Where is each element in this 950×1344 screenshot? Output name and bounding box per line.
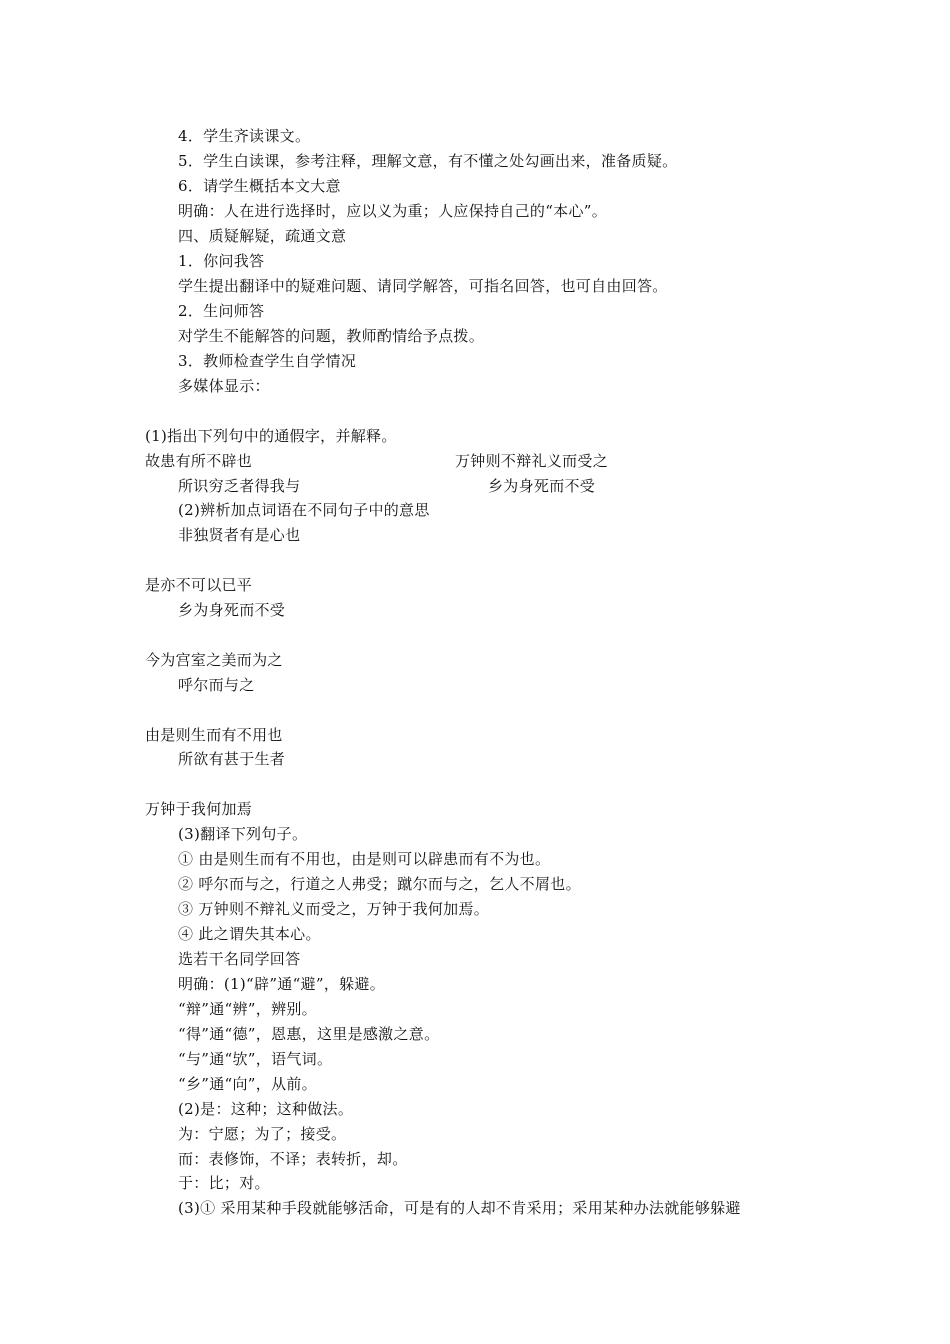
- text-line: 2．生问师答: [178, 302, 265, 320]
- text-line: 选若干名同学回答: [178, 950, 301, 968]
- text-line: 乡为身死而不受: [488, 477, 596, 495]
- text-line: 非独贤者有是心也: [178, 526, 301, 544]
- text-line: ② 呼尔而与之，行道之人弗受；蹴尔而与之，乞人不屑也。: [178, 875, 581, 893]
- text-line: (1)指出下列句中的通假字，并解释。: [145, 427, 397, 445]
- text-line: 万钟于我何加焉: [145, 800, 253, 818]
- text-line: 四、质疑解疑，疏通文意: [178, 227, 347, 245]
- text-line: 乡为身死而不受: [178, 601, 286, 619]
- text-line: (2)辨析加点词语在不同句子中的意思: [178, 501, 430, 519]
- text-line: 于：比；对。: [178, 1174, 270, 1192]
- text-line: “与”通“欤”，语气词。: [178, 1050, 333, 1068]
- text-line: (2)是：这种；这种做法。: [178, 1100, 354, 1118]
- text-line: 3．教师检查学生自学情况: [178, 352, 357, 370]
- text-line: 4．学生齐读课文。: [178, 127, 311, 145]
- text-line: 为：宁愿；为了；接受。: [178, 1125, 347, 1143]
- text-line: 6．请学生概括本文大意: [178, 177, 341, 195]
- text-line: “乡”通“向”，从前。: [178, 1075, 317, 1093]
- text-line: 1．你问我答: [178, 252, 265, 270]
- text-line: 5．学生白读课，参考注释，理解文意，有不懂之处勾画出来，准备质疑。: [178, 152, 678, 170]
- text-line: “辩”通“辨”，辨别。: [178, 1000, 317, 1018]
- text-line: 明确：(1)“辟”通“避”，躲避。: [178, 975, 386, 993]
- text-line: 多媒体显示：: [178, 377, 270, 395]
- text-line: 学生提出翻译中的疑难问题、请同学解答，可指名回答，也可自由回答。: [178, 277, 668, 295]
- text-line: 由是则生而有不用也: [145, 726, 283, 744]
- text-line: 明确：人在进行选择时，应以义为重；人应保持自己的“本心”。: [178, 202, 608, 220]
- text-line: (3)翻译下列句子。: [178, 825, 308, 843]
- text-line: 所识穷乏者得我与: [178, 477, 301, 495]
- text-line: 呼尔而与之: [178, 676, 255, 694]
- text-line: 故患有所不辟也: [145, 452, 253, 470]
- text-line: 对学生不能解答的问题，教师酌情给予点拨。: [178, 327, 485, 345]
- text-line: ③ 万钟则不辩礼义而受之，万钟于我何加焉。: [178, 900, 490, 918]
- text-line: 今为宫室之美而为之: [145, 651, 283, 669]
- text-line: 所欲有甚于生者: [178, 750, 286, 768]
- text-line: 是亦不可以已平: [145, 576, 253, 594]
- text-line: (3)① 采用某种手段就能够活命，可是有的人却不肯采用；采用某种办法就能够躲避: [178, 1199, 741, 1217]
- text-line: 万钟则不辩礼义而受之: [455, 452, 609, 470]
- text-line: “得”通“德”，恩惠，这里是感激之意。: [178, 1025, 440, 1043]
- text-line: 而：表修饰，不译；表转折，却。: [178, 1150, 408, 1168]
- text-line: ① 由是则生而有不用也，由是则可以辟患而有不为也。: [178, 850, 551, 868]
- text-line: ④ 此之谓失其本心。: [178, 925, 321, 943]
